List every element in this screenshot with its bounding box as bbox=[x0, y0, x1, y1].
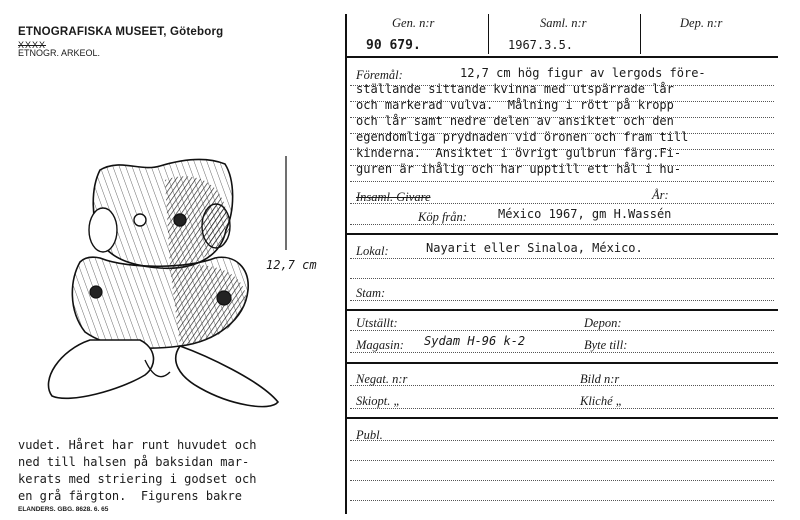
continuation-line-4: en grå färgton. Figurens bakre bbox=[18, 489, 242, 503]
rule-publ bbox=[346, 417, 778, 419]
museum-header bbox=[18, 26, 223, 58]
depon-label: Depon: bbox=[584, 316, 622, 330]
header-divider-1 bbox=[488, 14, 489, 54]
kliche-label: Kliché „ bbox=[580, 394, 623, 408]
stam-label: Stam: bbox=[356, 286, 386, 300]
continuation-line-1: vudet. Håret har runt huvudet och bbox=[18, 438, 257, 452]
description-line-5: egendomliga prydnaden vid öronen och fram till bbox=[356, 130, 689, 144]
description-line-2: ställande sittande kvinna med utspärrade lår bbox=[356, 82, 674, 96]
insaml-label: Insaml. Givare bbox=[356, 190, 431, 204]
kop-value: México 1967, gm H.Wassén bbox=[498, 207, 672, 221]
museum-title: ETNOGRAFISKA MUSEET, bbox=[18, 26, 167, 38]
publ-label: Publ. bbox=[356, 428, 383, 442]
rule-negat bbox=[346, 362, 778, 364]
gen-value: 90 679. bbox=[366, 38, 421, 53]
skiopt-label: Skiopt. „ bbox=[356, 394, 401, 408]
bild-label: Bild n:r bbox=[580, 372, 620, 386]
figure-drawing bbox=[30, 150, 300, 412]
description-line-4: och lår samt nedre delen av ansiktet och den bbox=[356, 114, 674, 128]
description-line-7: guren är ihålig och har upptill ett hål i hu- bbox=[356, 162, 682, 176]
museum-city: Göteborg bbox=[170, 26, 224, 38]
continuation-line-3: kerats med striering i godset och bbox=[18, 472, 257, 486]
utstallt-label: Utställt: bbox=[356, 316, 398, 330]
museum-name bbox=[18, 26, 223, 38]
rule-header bbox=[346, 56, 778, 58]
rule-utstallt bbox=[346, 309, 778, 311]
struck-department: XXXX bbox=[18, 40, 47, 50]
department bbox=[18, 40, 223, 58]
printer-mark: ELANDERS. GBG. 8628. 6. 65 bbox=[18, 506, 109, 513]
magasin-label: Magasin: bbox=[356, 338, 404, 352]
description-line-3: och markerad vulva. Målning i rött på kropp bbox=[356, 98, 674, 112]
magasin-value: Sydam H-96 k-2 bbox=[424, 334, 526, 348]
continuation-line-2: ned till halsen på baksidan mar- bbox=[18, 455, 250, 469]
form-left-border bbox=[345, 14, 347, 514]
lokal-value: Nayarit eller Sinaloa, México. bbox=[426, 241, 643, 255]
size-note: 12,7 cm bbox=[266, 258, 317, 272]
lokal-label: Lokal: bbox=[356, 244, 389, 258]
saml-label: Saml. n:r bbox=[540, 16, 587, 30]
saml-value: 1967.3.5. bbox=[508, 38, 574, 52]
description-line-6: kinderna. Ansiktet i övrigt gulbrun färg.Fi- bbox=[356, 146, 682, 160]
negat-label: Negat. n:r bbox=[356, 372, 408, 386]
department-label: ETNOGR. ARKEOL. bbox=[18, 48, 101, 58]
byte-label: Byte till: bbox=[584, 338, 628, 352]
ar-label: År: bbox=[652, 188, 669, 202]
header-divider-2 bbox=[640, 14, 641, 54]
rule-lokal bbox=[346, 233, 778, 235]
description-line-1: 12,7 cm hög figur av lergods före- bbox=[460, 66, 706, 80]
dep-label: Dep. n:r bbox=[680, 16, 723, 30]
foremal-label: Föremål: bbox=[356, 68, 403, 82]
kop-label: Köp från: bbox=[418, 210, 467, 224]
gen-label: Gen. n:r bbox=[392, 16, 435, 30]
